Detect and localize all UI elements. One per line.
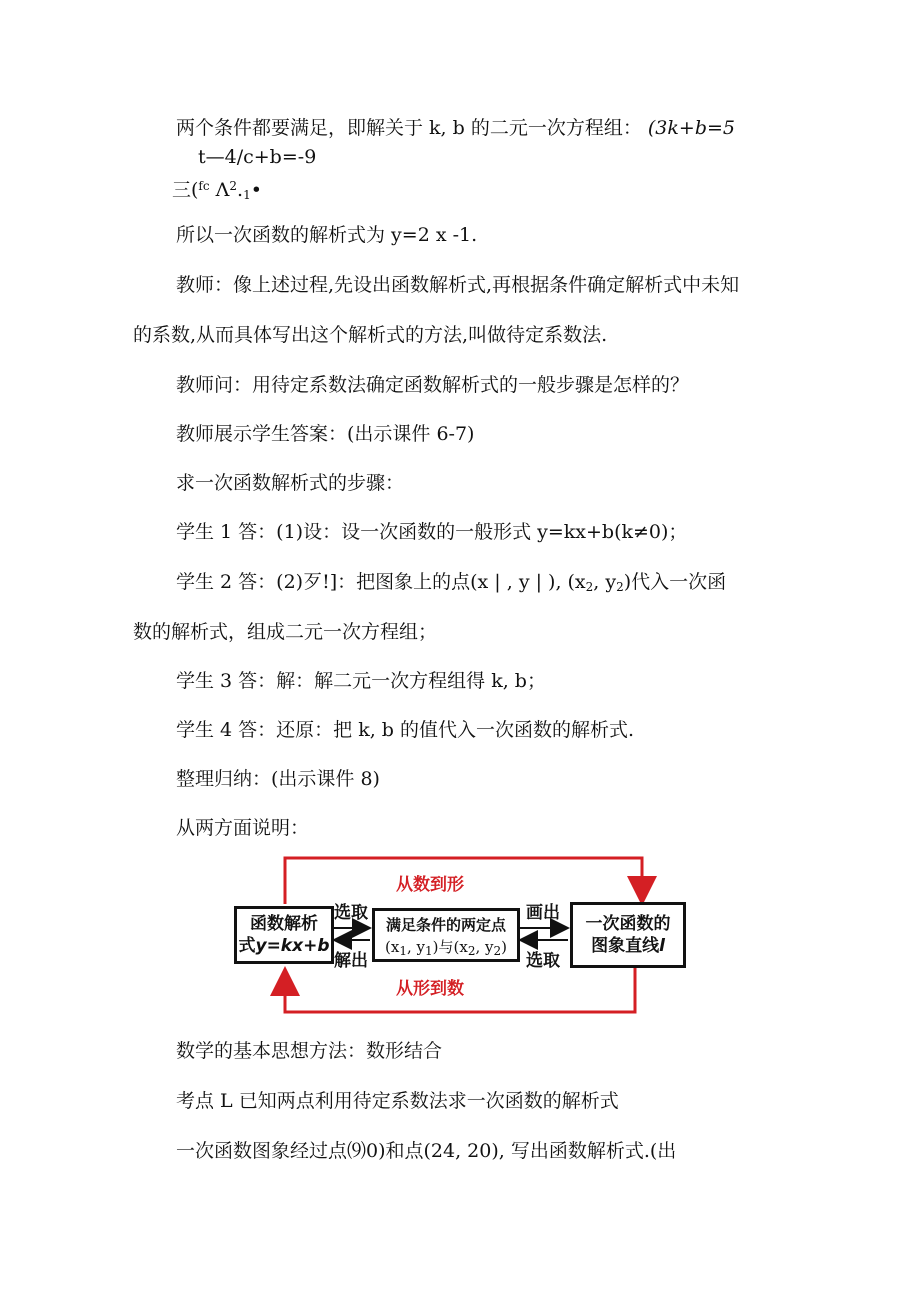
line-teacher-1: 教师：像上述过程,先设出函数解析式,再根据条件确定解析式中未知 [176,274,740,296]
top-label: 从数到形 [396,875,464,895]
line-exercise: 一次函数图象经过点⑼0)和点(24, 20), 写出函数解析式.(出 [176,1140,677,1162]
garbled-part: 三( [172,179,199,201]
garbled-part: fc [198,179,210,193]
box-mid-line1: 满足条件的两定点 [385,916,506,934]
subscript: 2 [616,580,624,594]
pt: )与(x [432,938,468,956]
line-equation-intro [176,116,735,140]
line-key-point: 考点 L 已知两点利用待定系数法求一次函数的解析式 [176,1090,619,1112]
line-teacher-question: 教师问：用待定系数法确定函数解析式的一般步骤是怎样的？ [176,374,690,396]
box-left-formula: y=kx+b [255,936,330,956]
line-student-2-cont: 数的解析式，组成二元一次方程组； [133,621,438,643]
pt: , y [475,938,494,956]
garbled-part: . [237,179,244,201]
number-shape-diagram [230,850,700,1025]
line-two-aspects: 从两方面说明： [176,817,310,839]
subscript: 2 [585,580,594,594]
box-function-expression [234,906,334,964]
line-garbled [172,174,262,207]
box-right-line2 [573,935,683,957]
student-2-text: )代入一次函 [623,571,727,593]
box-left-line2 [237,935,331,957]
box-right-text: 图象直线 [591,936,660,956]
box-two-points [372,908,520,962]
box-left-text: 式 [238,936,256,956]
bottom-label: 从形到数 [396,979,464,999]
line-student-4: 学生 4 答：还原：把 k, b 的值代入一次函数的解析式. [176,719,635,741]
pt: ) [501,938,507,956]
box-mid-line2 [375,936,517,962]
line-student-2 [176,570,726,599]
garbled-part: 2 [229,179,238,193]
student-2-text: , y [593,571,617,593]
line-summary: 整理归纳：(出示课件 8) [176,768,380,790]
line-thought-method: 数学的基本思想方法：数形结合 [176,1040,443,1062]
line-teacher-show: 教师展示学生答案：(出示课件 6-7) [176,423,475,445]
line-equation-2: t—4/c+b=-9 [198,146,317,168]
garbled-part: 1 [243,188,251,202]
label-select-1: 选取 [334,903,368,923]
intro-text: 两个条件都要满足，即解关于 k, b 的二元一次方程组： [176,117,642,139]
line-student-1: 学生 1 答：(1)设：设一次函数的一般形式 y=kx+b(k≠0)； [176,521,688,543]
label-select-2: 选取 [526,951,560,971]
pt: , y [406,938,425,956]
line-result: 所以一次函数的解析式为 y=2 x -1. [176,224,478,246]
box-left-line1: 函数解析 [250,914,318,934]
box-right-letter: l [659,936,665,956]
student-2-text: 学生 2 答：(2)歹!]：把图象上的点(x | , y | ), (x [176,571,586,593]
equation-1: (3k+b=5 [647,117,735,139]
garbled-part: Λ [215,179,230,201]
garbled-part: • [250,179,262,201]
pt: (x [385,938,400,956]
label-draw: 画出 [526,903,560,923]
pt-sub: 1 [399,944,407,958]
line-steps-title: 求一次函数解析式的步骤： [176,472,405,494]
label-solve: 解出 [334,951,368,971]
box-function-graph [570,902,686,968]
pt-sub: 2 [467,944,476,958]
line-student-3: 学生 3 答：解：解二元一次方程组得 k, b； [176,670,546,692]
pt-sub: 1 [425,944,433,958]
pt-sub: 2 [493,944,502,958]
line-teacher-2: 的系数,从而具体写出这个解析式的方法,叫做待定系数法. [133,324,608,346]
box-right-line1: 一次函数的 [585,914,671,934]
